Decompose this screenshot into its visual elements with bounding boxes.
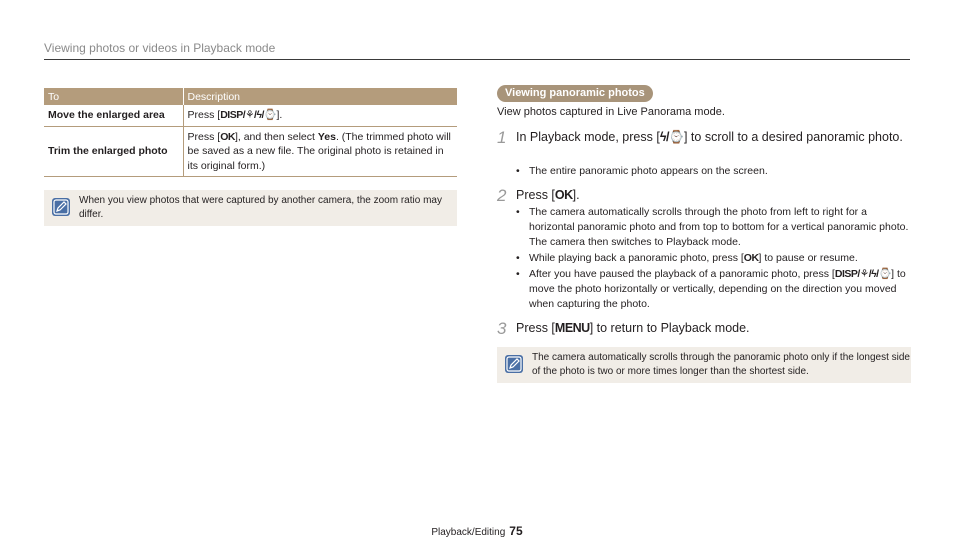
ok-button-glyph: OK xyxy=(743,252,759,264)
text-fragment: Press [ xyxy=(516,188,555,202)
note-text: When you view photos that were captured by another camera, the zoom ratio may differ. xyxy=(79,195,442,220)
list-item: • The camera automatically scrolls through the photo from left to right for a horizontal panoramic photo and from top to bottom for a vertical panoramic photo. The camera then switches to Playback mode. xyxy=(516,205,911,250)
list-item xyxy=(516,267,911,312)
note-box xyxy=(44,190,457,226)
text-fragment: ] to pause or resume. xyxy=(758,252,858,264)
note-text: The camera automatically scrolls through the panoramic photo only if the longest side of the photo is two or more times longer than the shortest side. xyxy=(532,352,910,377)
step-bullets xyxy=(516,164,911,180)
text-fragment: While playing back a panoramic photo, press [ xyxy=(529,252,744,264)
text-fragment: ] to move the photo horizontally or vertically, depending on the direction you moved when capturing the photo. xyxy=(529,268,906,310)
flash-timer-button-glyph: ϟ/⌚ xyxy=(659,130,684,144)
column-header-to: To xyxy=(44,88,183,105)
zoom-actions-table xyxy=(44,88,457,177)
step-number: 3 xyxy=(497,319,507,338)
step-number: 1 xyxy=(497,128,507,147)
pencil-note-icon xyxy=(504,354,524,374)
note-box xyxy=(497,347,911,383)
section-badge: Viewing panoramic photos xyxy=(497,85,653,102)
step-text xyxy=(516,129,911,146)
step-text xyxy=(516,320,911,337)
header-divider xyxy=(44,59,910,60)
step-text xyxy=(516,187,911,204)
ok-button-glyph: OK xyxy=(554,188,573,202)
button-glyph: DISP/⚘/ϟ/⌚ xyxy=(834,268,892,280)
text-fragment: ], and then select xyxy=(234,130,318,143)
table-header-row xyxy=(44,88,457,105)
table-cell-description xyxy=(183,126,457,177)
text-fragment: ] to return to Playback mode. xyxy=(589,321,750,335)
text-fragment: Press [ xyxy=(516,321,555,335)
menu-button-glyph: MENU xyxy=(554,321,590,335)
step-bullets xyxy=(516,205,911,313)
text-fragment: Press [ xyxy=(187,109,221,121)
text-fragment: ]. xyxy=(572,188,580,202)
text-fragment: Press [ xyxy=(187,130,221,143)
list-item: • The entire panoramic photo appears on the screen. xyxy=(516,164,911,179)
table-cell-description xyxy=(183,105,457,126)
footer-section: Playback/Editing xyxy=(431,527,506,538)
pencil-note-icon xyxy=(51,197,71,217)
text-fragment: In Playback mode, press [ xyxy=(516,130,660,144)
list-item xyxy=(516,251,911,266)
ok-button-glyph: OK xyxy=(220,130,235,143)
page-number: 75 xyxy=(509,524,523,538)
button-glyph: DISP/⚘/ϟ/⌚ xyxy=(220,109,277,121)
table-cell-to: Trim the enlarged photo xyxy=(44,126,183,177)
text-fragment: ]. xyxy=(276,109,283,121)
table-row xyxy=(44,105,457,126)
column-header-description: Description xyxy=(183,88,457,105)
step-number: 2 xyxy=(497,186,507,205)
page-footer xyxy=(0,524,954,538)
text-fragment: ] to scroll to a desired panoramic photo. xyxy=(683,130,903,144)
table-cell-to: Move the enlarged area xyxy=(44,105,183,126)
text-fragment: After you have paused the playback of a panoramic photo, press [ xyxy=(529,268,835,280)
text-fragment: . (The trimmed photo will be saved as a new file. The original photo is retained in its original form.) xyxy=(187,130,451,172)
yes-option-label: Yes xyxy=(317,130,336,143)
table-row xyxy=(44,126,457,177)
page-header-title: Viewing photos or videos in Playback mode xyxy=(44,41,276,55)
section-intro: View photos captured in Live Panorama mode. xyxy=(497,106,725,118)
